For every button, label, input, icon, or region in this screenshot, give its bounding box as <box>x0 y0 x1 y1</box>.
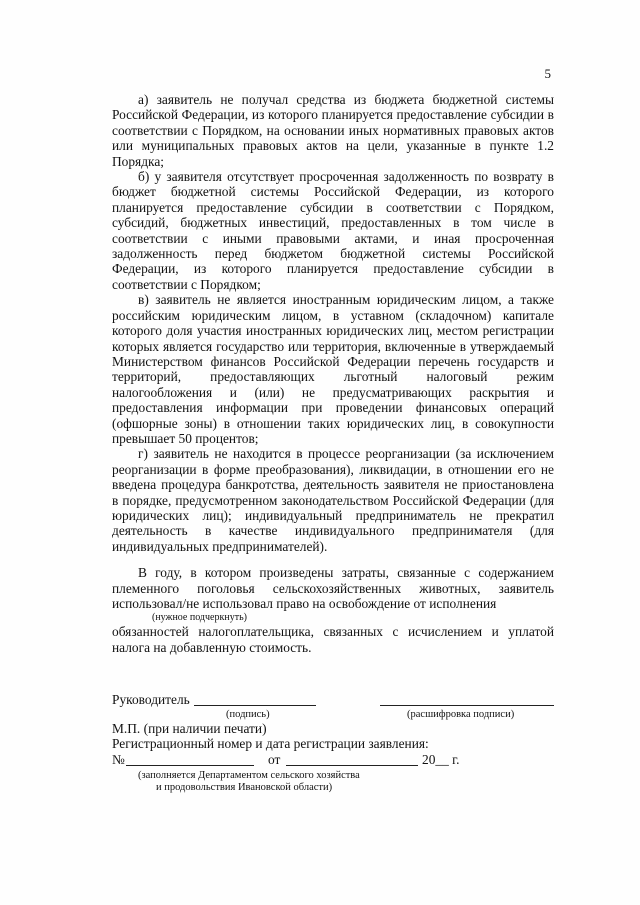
page-number: 5 <box>544 66 551 81</box>
registration-label: Регистрационный номер и дата регистрации заявления: <box>112 736 429 752</box>
paragraph-vat-exemption: В году, в котором произведены затраты, связанные с содержанием племенного поголовья сельскохозяйственных животных, заявитель использовал/не использовал право на освобождение от исполнения <box>112 565 554 611</box>
signature-block <box>112 692 554 794</box>
date-from-label: от <box>268 751 281 767</box>
registration-date-field[interactable] <box>286 765 418 766</box>
filled-by-line-1: (заполняется Департаментом сельского хозяйства <box>138 769 360 781</box>
signature-captions-row <box>112 708 554 721</box>
paragraph-a: а) заявитель не получал средства из бюджета бюджетной системы Российской Федерации, из которого планируется предоставление субсидии в соответствии с Порядком, на основании иных нормативных правовых актов или муниципальных правовых актов на цели, указанные в пункте 1.2 Порядка; <box>112 92 554 169</box>
signature-decoding-line[interactable] <box>380 705 554 706</box>
filled-by-line-2: и продовольствия Ивановской области) <box>156 781 333 793</box>
decoding-caption: (расшифровка подписи) <box>407 709 515 720</box>
paragraph-g: г) заявитель не находится в процессе реорганизации (за исключением реорганизации в форме преобразования), ликвидации, в отношении его не введена процедура банкротства, деятельность заявителя не приостановлена в порядке, предусмотренном законодательством Российской Федерации (для юридических лиц); индивидуальный предприниматель не прекратил деятельность в качестве индивидуального предпринимателя (для индивидуальных предпринимателей). <box>112 446 554 554</box>
paragraph-b: б) у заявителя отсутствует просроченная задолженность по возврату в бюджет бюджетной системы Российской Федерации, из которого планируется предоставление субсидии в соответствии с Порядком, субсидий, бюджетных инвестиций, предоставленных в том числе в соответствии с иными правовыми актами, и иная просроченная задолженность перед бюджетом бюджетной системы Российской Федерации, из которого планируется предоставление субсидии в соответствии с Порядком; <box>112 169 554 292</box>
paragraph-vat-continuation: обязанностей налогоплательщика, связанных с исчислением и уплатой налога на добавленную стоимость. <box>112 624 554 655</box>
signature-line[interactable] <box>194 705 316 706</box>
registration-number-field[interactable] <box>126 765 254 766</box>
registration-row <box>112 752 554 768</box>
paragraph-v: в) заявитель не является иностранным юридическим лицом, а также российским юридическим лицом, в уставном (складочном) капитале которого доля участия иностранных юридических лиц, местом регистрации которых является государство или территория, включенные в утверждаемый Министерством финансов Российской Федерации перечень государств и территорий, предоставляющих льготный налоговый режим налогообложения и (или) не предусматривающих раскрытия и предоставления информации при проведении финансовых операций (офшорные зоны) в отношении таких юридических лиц, в совокупности превышает 50 процентов; <box>112 292 554 446</box>
underline-note: (нужное подчеркнуть) <box>152 612 247 624</box>
conditions-body <box>112 92 554 655</box>
head-label: Руководитель <box>112 692 190 707</box>
year-suffix: 20__ г. <box>422 751 460 767</box>
head-signature-row <box>112 692 554 708</box>
signature-caption: (подпись) <box>226 709 270 720</box>
number-sign: № <box>112 751 125 767</box>
stamp-label: М.П. (при наличии печати) <box>112 721 267 736</box>
